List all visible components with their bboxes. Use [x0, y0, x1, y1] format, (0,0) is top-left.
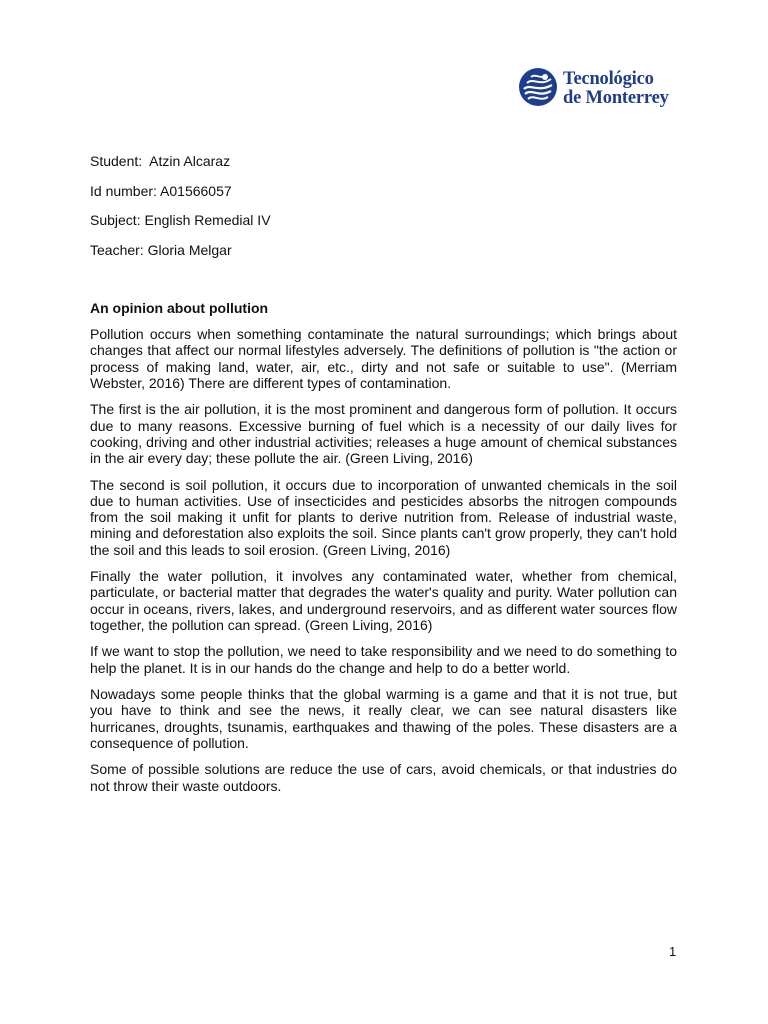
subject: Subject: English Remedial IV — [90, 212, 271, 229]
student-name: Student: Atzin Alcaraz — [90, 153, 231, 169]
paragraph-global-warming: Nowadays some people thinks that the global warming is a game and that it is not true, but you have to think and see the news, it really clear, we can see natural disasters like hurricanes, droughts, tsunamis, earthquakes and thawing of the poles. These disasters are a consequence of pollution. — [90, 686, 677, 751]
logo-wordmark — [563, 70, 669, 108]
logo-line-2: de Monterrey — [563, 88, 669, 108]
paragraph-responsibility: If we want to stop the pollution, we need to take responsibility and we need to do something to help the planet. It is in our hands do the change and help to do a better world. — [90, 643, 677, 676]
paragraph-air-pollution: The first is the air pollution, it is the most prominent and dangerous form of pollution. It occurs due to many reasons. Excessive burning of fuel which is a necessity of our daily lives for cooking, driving and other industrial activities; releases a huge amount of chemical substances in the air every day; these pollute the air. (Green Living, 2016) — [90, 401, 677, 467]
paragraph-solutions: Some of possible solutions are reduce the use of cars, avoid chemicals, or that industries do not throw their waste outdoors. — [90, 761, 677, 794]
teacher: Teacher: Gloria Melgar — [90, 242, 232, 259]
student-info-block — [90, 152, 271, 271]
logo-line-1: Tecnológico — [563, 69, 654, 89]
tec-logo-emblem-icon — [518, 67, 558, 107]
essay-body — [90, 326, 677, 804]
id-number: Id number: A01566057 — [90, 182, 232, 199]
paragraph-soil-pollution: The second is soil pollution, it occurs due to incorporation of unwanted chemicals in the soil due to human activities. Use of insecticides and pesticides absorbs the nitrogen compounds from the soil making it unfit for plants to derive nutrition from. Release of industrial waste, mining and deforestation also exploits the soil. Since plants can't grow properly, they can't hold the soil and this leads to soil erosion. (Green Living, 2016) — [90, 476, 677, 558]
essay-title: An opinion about pollution — [90, 300, 269, 316]
page-number: 1 — [669, 944, 677, 959]
paragraph-intro: Pollution occurs when something contaminate the natural surroundings; which brings about changes that affect our normal lifestyles adversely. The definitions of pollution is "the action or process of making land, water, air, etc., dirty and not safe or suitable to use". (Merriam Webster, 2016) There are different types of contamination. — [90, 326, 677, 391]
paragraph-water-pollution: Finally the water pollution, it involves any contaminated water, whether from chemical, particulate, or bacterial matter that degrades the water's quality and purity. Water pollution can occur in oceans, rivers, lakes, and underground reservoirs, and as different water sources flow together, the pollution can spread. (Green Living, 2016) — [90, 568, 677, 634]
tec-de-monterrey-logo — [507, 30, 685, 142]
